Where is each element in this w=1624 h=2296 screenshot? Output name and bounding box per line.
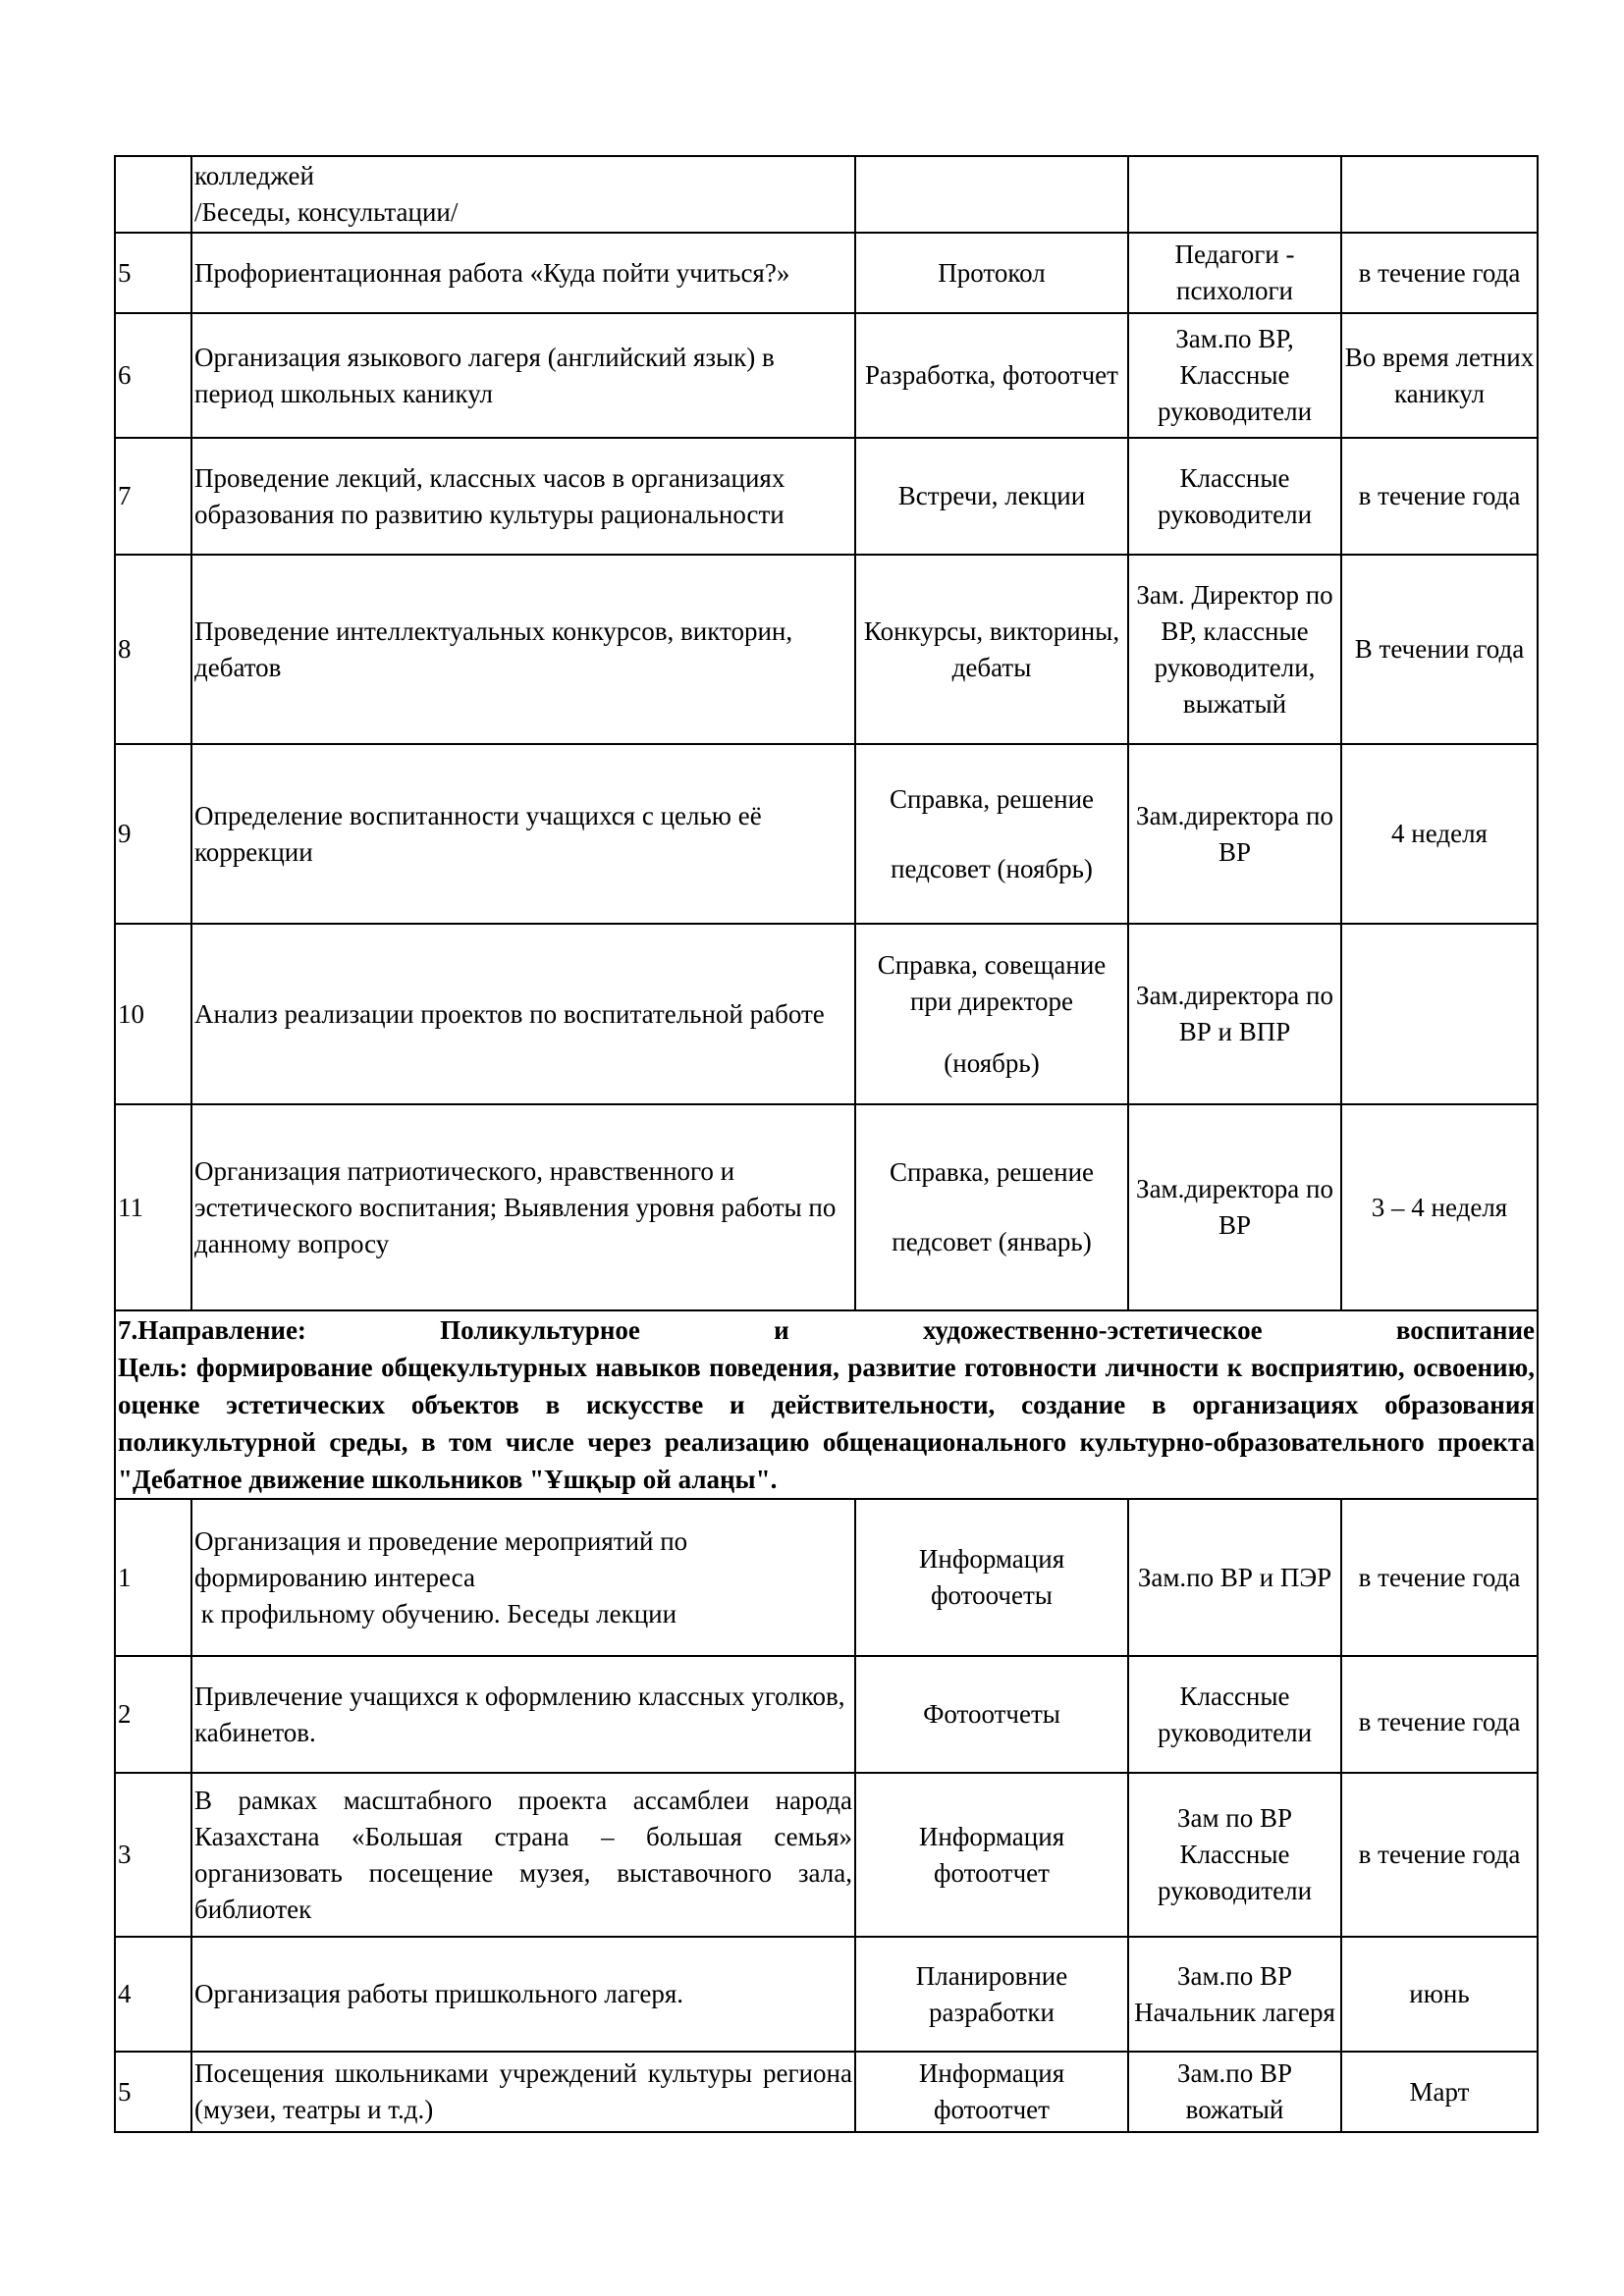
form-cell: Информация фотоотчет [855, 2052, 1128, 2132]
form-cell [855, 156, 1128, 233]
section-header-row [115, 1310, 1538, 1499]
form-cell [855, 744, 1128, 924]
responsible-cell: Зам. Директор по ВР, классные руководители, выжатый [1128, 555, 1341, 744]
event-text: формированию интереса [194, 1562, 475, 1592]
form-text: педсовет (январь) [892, 1227, 1092, 1256]
event-cell [191, 1499, 855, 1656]
row-number: 1 [115, 1499, 191, 1656]
section-goal: Цель: формирование общекультурных навыков поведения, развитие готовности личности к восприятию, освоению, оценке эстетических объектов в искусстве и действительности, создание в организациях образования поликультурной среды, в том числе через реализацию общенационального культурно-образовательного проекта "Дебатное движение школьников "Ұшқыр ой алаңы". [118, 1353, 1535, 1494]
term-cell: В течении года [1341, 555, 1538, 744]
form-text: педсовет (ноябрь) [891, 853, 1093, 883]
table-row [115, 1104, 1538, 1310]
row-number: 3 [115, 1773, 191, 1937]
responsible-cell: Классные руководители [1128, 438, 1341, 555]
row-number [115, 156, 191, 233]
event-text: Организация и проведение мероприятий по [194, 1525, 688, 1556]
form-cell: Информация фотоочеты [855, 1499, 1128, 1656]
term-cell: июнь [1341, 1937, 1538, 2052]
term-cell: в течение года [1341, 233, 1538, 313]
term-cell: 3 – 4 неделя [1341, 1104, 1538, 1310]
form-text: Справка, решение [889, 783, 1095, 814]
responsible-cell: Зам.по ВР вожатый [1128, 2052, 1341, 2132]
row-number: 5 [115, 233, 191, 313]
responsible-cell: Зам.директора по ВР [1128, 1104, 1341, 1310]
form-text: Справка, совещание при директоре [877, 949, 1107, 1016]
table-row [115, 156, 1538, 233]
table-row [115, 2052, 1538, 2132]
responsible-cell: Зам.по ВР Начальник лагеря [1128, 1937, 1341, 2052]
form-cell: Информация фотоотчет [855, 1773, 1128, 1937]
plan-table [114, 155, 1539, 2133]
event-cell: Проведение лекций, классных часов в организациях образования по развитию культуры рациональности [191, 438, 855, 555]
form-cell [855, 924, 1128, 1104]
table-row [115, 313, 1538, 438]
form-cell: Конкурсы, викторины, дебаты [855, 555, 1128, 744]
table-row [115, 555, 1538, 744]
responsible-cell: Классные руководители [1128, 1656, 1341, 1773]
row-number: 2 [115, 1656, 191, 1773]
event-cell: Профориентационная работа «Куда пойти учиться?» [191, 233, 855, 313]
form-cell: Встречи, лекции [855, 438, 1128, 555]
event-text: /Беседы, консультации/ [194, 197, 459, 227]
table-row [115, 1937, 1538, 2052]
event-cell: Посещения школьниками учреждений культуры региона (музеи, театры и т.д.) [191, 2052, 855, 2132]
term-cell: в течение года [1341, 1773, 1538, 1937]
form-cell: Планировние разработки [855, 1937, 1128, 2052]
event-cell: Привлечение учащихся к оформлению классных уголков, кабинетов. [191, 1656, 855, 1773]
term-cell: в течение года [1341, 1499, 1538, 1656]
section-title: 7.Направление: Поликультурное и художественно-эстетическое воспитание [118, 1315, 1536, 1345]
term-cell: в течение года [1341, 438, 1538, 555]
responsible-cell: Зам.директора по ВР и ВПР [1128, 924, 1341, 1104]
event-cell: В рамках масштабного проекта ассамблеи народа Казахстана «Большая страна – большая семья» организовать посещение музея, выставочного зала, библиотек [191, 1773, 855, 1937]
event-text: к профильному обучению. Беседы лекции [194, 1598, 677, 1629]
table-row [115, 438, 1538, 555]
term-cell [1341, 924, 1538, 1104]
responsible-cell [1128, 156, 1341, 233]
term-cell: Март [1341, 2052, 1538, 2132]
form-cell [855, 1104, 1128, 1310]
term-cell: 4 неделя [1341, 744, 1538, 924]
responsible-cell: Зам.по ВР, Классные руководители [1128, 313, 1341, 438]
table-row [115, 1773, 1538, 1937]
row-number: 9 [115, 744, 191, 924]
responsible-cell: Зам по ВР Классные руководители [1128, 1773, 1341, 1937]
event-cell: Организация патриотического, нравственного и эстетического воспитания; Выявления уровня работы по данному вопросу [191, 1104, 855, 1310]
responsible-cell: Зам.по ВР и ПЭР [1128, 1499, 1341, 1656]
table-row [115, 924, 1538, 1104]
form-text: (ноябрь) [944, 1047, 1040, 1078]
event-cell: Анализ реализации проектов по воспитательной работе [191, 924, 855, 1104]
form-text: Справка, решение [889, 1157, 1095, 1187]
row-number: 7 [115, 438, 191, 555]
responsible-cell: Зам.директора по ВР [1128, 744, 1341, 924]
event-cell: Организация языкового лагеря (английский язык) в период школьных каникул [191, 313, 855, 438]
table-row [115, 1656, 1538, 1773]
term-cell: Во время летних каникул [1341, 313, 1538, 438]
section-header [115, 1310, 1538, 1499]
responsible-cell: Педагоги - психологи [1128, 233, 1341, 313]
form-cell: Фотоотчеты [855, 1656, 1128, 1773]
table-row [115, 1499, 1538, 1656]
row-number: 5 [115, 2052, 191, 2132]
row-number: 6 [115, 313, 191, 438]
event-cell [191, 156, 855, 233]
event-cell: Организация работы пришкольного лагеря. [191, 1937, 855, 2052]
row-number: 8 [115, 555, 191, 744]
row-number: 4 [115, 1937, 191, 2052]
table-row [115, 233, 1538, 313]
term-cell [1341, 156, 1538, 233]
row-number: 11 [115, 1104, 191, 1310]
table-row [115, 744, 1538, 924]
term-cell: в течение года [1341, 1656, 1538, 1773]
event-text: колледжей [194, 161, 314, 190]
event-cell: Проведение интеллектуальных конкурсов, викторин, дебатов [191, 555, 855, 744]
event-cell: Определение воспитанности учащихся с целью её коррекции [191, 744, 855, 924]
row-number: 10 [115, 924, 191, 1104]
form-cell: Разработка, фотоотчет [855, 313, 1128, 438]
form-cell: Протокол [855, 233, 1128, 313]
